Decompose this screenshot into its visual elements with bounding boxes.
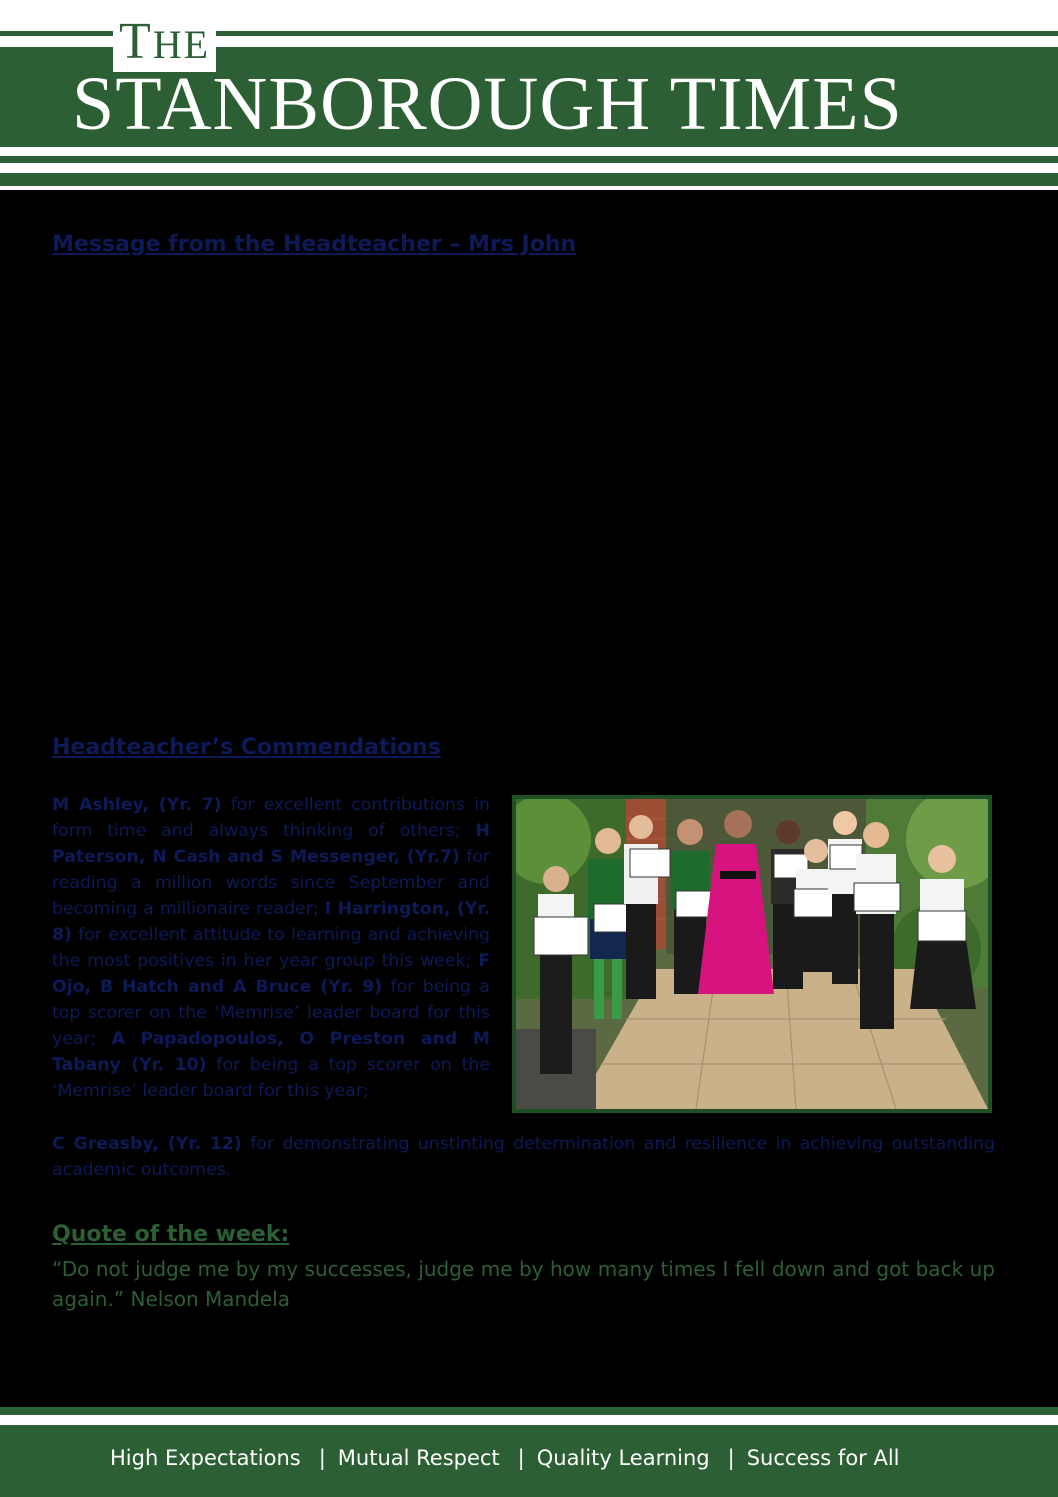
footer-value: High Expectations bbox=[110, 1446, 301, 1470]
commendation-item: C Greasby, (Yr. 12) for demonstrating unstinting determination and resilience in achieving outstanding academic outcomes. bbox=[52, 1134, 995, 1180]
masthead-rule-base bbox=[0, 173, 1058, 186]
headteacher-message-heading: Message from the Headteacher – Mrs John bbox=[52, 232, 577, 257]
footer-separator: | bbox=[318, 1446, 326, 1470]
footer-separator: | bbox=[517, 1446, 525, 1470]
commendations-group-photo bbox=[512, 795, 992, 1113]
commendation-item: H Paterson, N Cash and S Messenger, (Yr.7) for reading a million words since September and becoming a millionaire reader; bbox=[52, 821, 490, 919]
footer-value: Quality Learning bbox=[536, 1446, 710, 1470]
footer-value: Success for All bbox=[746, 1446, 900, 1470]
footer-separator: | bbox=[727, 1446, 735, 1470]
commendation-item: I Harrington, (Yr. 8) for excellent attitude to learning and achieving the most positives in her year group this week; bbox=[52, 899, 491, 971]
commendations-list bbox=[52, 792, 490, 1104]
masthead-the: THE bbox=[113, 12, 216, 72]
commendation-item: F Ojo, B Hatch and A Bruce (Yr. 9) for being a top scorer on the ‘Memrise’ leader board for this year; bbox=[52, 951, 490, 1049]
footer-value: Mutual Respect bbox=[337, 1446, 500, 1470]
commendations-heading: Headteacher’s Commendations bbox=[52, 735, 441, 760]
masthead-title: STANBOROUGH TIMES bbox=[72, 62, 903, 146]
footer-values bbox=[110, 1443, 900, 1473]
commendation-item: M Ashley, (Yr. 7) for excellent contributions in form time and always thinking of others; bbox=[52, 795, 490, 841]
footer-rule bbox=[0, 1407, 1058, 1415]
masthead bbox=[0, 0, 1058, 190]
footer-gap bbox=[0, 1415, 1058, 1425]
commendation-item: A Papadopoulos, O Preston and M Tabany (Yr. 10) for being a top scorer on the ‘Memrise’ leader board for this year; bbox=[52, 1029, 491, 1101]
quote-heading: Quote of the week: bbox=[52, 1222, 290, 1247]
quote-text: “Do not judge me by my successes, judge me by how many times I fell down and got back up again.” Nelson Mandela bbox=[52, 1257, 995, 1311]
masthead-rule-bottom bbox=[0, 156, 1058, 163]
